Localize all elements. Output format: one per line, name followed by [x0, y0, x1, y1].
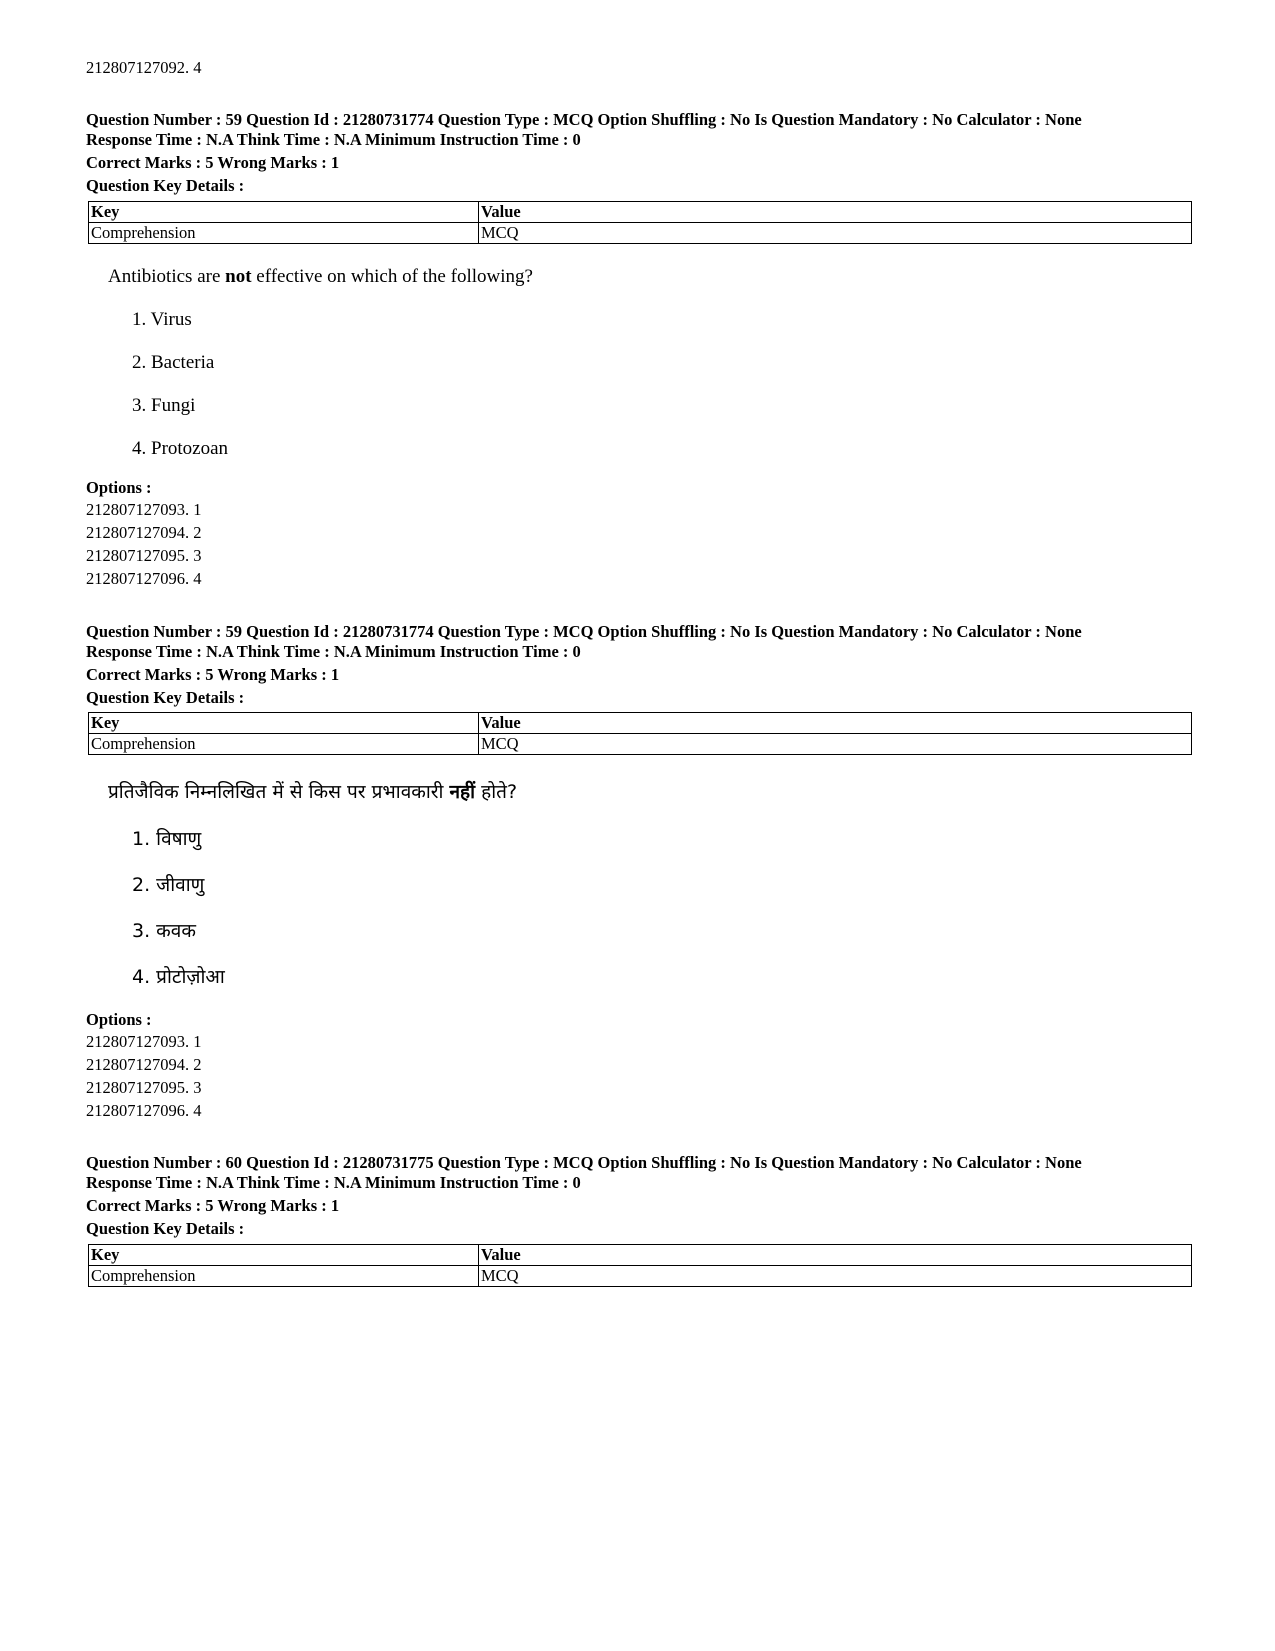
key-details-table: [88, 712, 1192, 755]
options-label: Options :: [86, 1010, 152, 1029]
marks-line: Correct Marks : 5 Wrong Marks : 1: [86, 665, 340, 684]
question-text: [108, 780, 517, 804]
table-header-row: [89, 1245, 1192, 1266]
key-details-table: [88, 1244, 1192, 1287]
table-header-value: Value: [479, 1245, 1192, 1266]
table-cell-key: Comprehension: [89, 1266, 479, 1287]
choice-item: 4. प्रोटोज़ोआ: [132, 966, 225, 988]
question-text-post: होते?: [475, 781, 518, 803]
table-row: [89, 734, 1192, 755]
choice-item: 3. Fungi: [132, 395, 196, 416]
option-line: 212807127093. 1: [86, 1032, 202, 1051]
choice-item: 3. कवक: [132, 920, 196, 942]
table-row: [89, 1266, 1192, 1287]
question-header-line1: Question Number : 59 Question Id : 21280731774 Question Type : MCQ Option Shuffling : No Is Question Mandatory : No Calculator : None: [86, 622, 1082, 641]
table-cell-value: MCQ: [479, 223, 1192, 244]
question-text-emphasis: not: [225, 266, 252, 287]
marks-line: Correct Marks : 5 Wrong Marks : 1: [86, 153, 340, 172]
choice-item: 1. Virus: [132, 309, 192, 330]
table-cell-key: Comprehension: [89, 734, 479, 755]
choice-item: 1. विषाणु: [132, 828, 202, 850]
option-line: 212807127095. 3: [86, 1078, 202, 1097]
question-header-line1: Question Number : 59 Question Id : 21280731774 Question Type : MCQ Option Shuffling : No Is Question Mandatory : No Calculator : None: [86, 110, 1082, 129]
option-line: 212807127093. 1: [86, 500, 202, 519]
question-text-pre: Antibiotics are: [108, 266, 226, 287]
option-line: 212807127095. 3: [86, 546, 202, 565]
table-header-row: [89, 713, 1192, 734]
option-line: 212807127094. 2: [86, 1055, 202, 1074]
option-line: 212807127094. 2: [86, 523, 202, 542]
table-header-key: Key: [89, 202, 479, 223]
table-cell-value: MCQ: [479, 734, 1192, 755]
table-cell-key: Comprehension: [89, 223, 479, 244]
question-text-post: effective on which of the following?: [251, 266, 533, 287]
table-header-key: Key: [89, 1245, 479, 1266]
option-line: 212807127096. 4: [86, 1101, 202, 1120]
choice-item: 2. Bacteria: [132, 352, 215, 373]
key-details-label: Question Key Details :: [86, 176, 245, 195]
key-details-label: Question Key Details :: [86, 1219, 245, 1238]
question-header-line2: Response Time : N.A Think Time : N.A Minimum Instruction Time : 0: [86, 642, 581, 661]
prev-option-line: 212807127092. 4: [86, 58, 202, 77]
table-header-key: Key: [89, 713, 479, 734]
table-cell-value: MCQ: [479, 1266, 1192, 1287]
question-header-line2: Response Time : N.A Think Time : N.A Minimum Instruction Time : 0: [86, 1173, 581, 1192]
options-label: Options :: [86, 478, 152, 497]
table-row: [89, 223, 1192, 244]
marks-line: Correct Marks : 5 Wrong Marks : 1: [86, 1196, 340, 1215]
key-details-label: Question Key Details :: [86, 688, 245, 707]
option-line: 212807127096. 4: [86, 569, 202, 588]
question-header-line1: Question Number : 60 Question Id : 21280731775 Question Type : MCQ Option Shuffling : No Is Question Mandatory : No Calculator : None: [86, 1153, 1082, 1172]
choice-item: 4. Protozoan: [132, 438, 229, 459]
question-text: [108, 265, 533, 289]
choice-item: 2. जीवाणु: [132, 874, 205, 896]
question-text-emphasis: नहीं: [449, 781, 476, 803]
table-header-row: [89, 202, 1192, 223]
question-header-line2: Response Time : N.A Think Time : N.A Minimum Instruction Time : 0: [86, 130, 581, 149]
question-text-pre: प्रतिजैविक निम्नलिखित में से किस पर प्रभावकारी: [108, 781, 450, 803]
table-header-value: Value: [479, 202, 1192, 223]
key-details-table: [88, 201, 1192, 244]
table-header-value: Value: [479, 713, 1192, 734]
